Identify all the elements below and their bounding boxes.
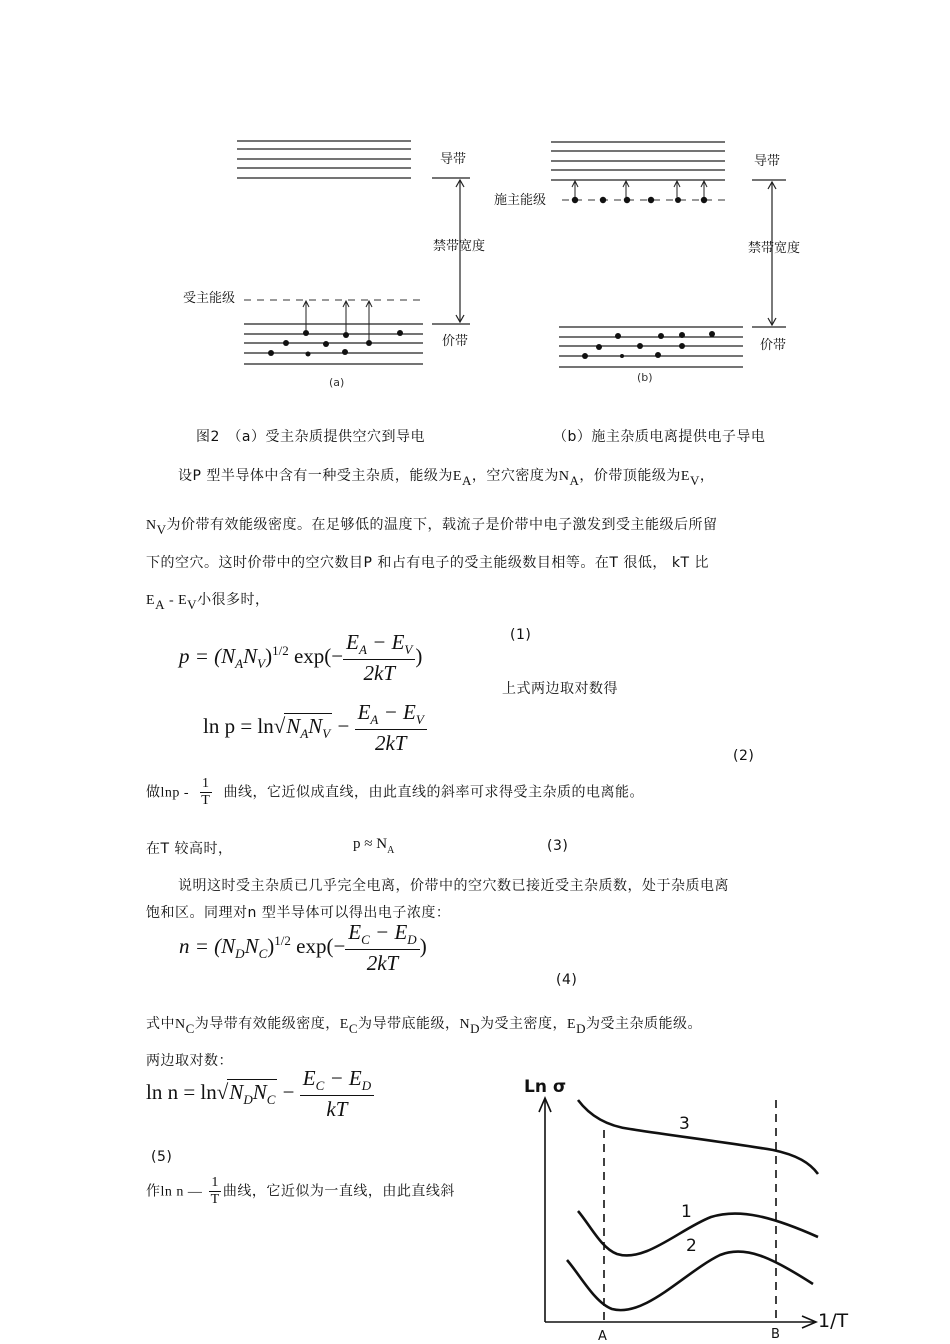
x-axis-label: 1/T [818, 1310, 849, 1332]
paragraph-line: 饱和区。同理对n 型半导体可以得出电子浓度： [146, 905, 451, 921]
valence-band-label: 价带 [760, 338, 787, 353]
conduction-band-label: 导带 [440, 152, 467, 167]
donor-level-label: 施主能级 [494, 193, 547, 208]
panel-tag-a: (a) [329, 376, 345, 389]
electron-dot [342, 349, 348, 355]
acceptor-level-label: 受主能级 [183, 291, 236, 306]
electron-dot [306, 352, 311, 357]
electron-dot [397, 330, 403, 336]
valence-band-label: 价带 [442, 334, 469, 349]
donor-dot [624, 197, 630, 203]
curve-1 [578, 1211, 818, 1255]
gap-width-label: 禁带宽度 [433, 239, 486, 254]
band-diagram-b [490, 130, 820, 395]
equation-4: $n = (N_DN_C)^{1/2}$ exp(− $\frac{E_C - E_D}{2kT}$ ) [179, 920, 427, 975]
paragraph-line: 设P 型半导体中含有一种受主杂质，能级为EA，空穴密度为NA，价带顶能级为EV， [178, 468, 715, 488]
equation-label-3: (3) [547, 838, 569, 854]
equation-1: $p = (N_AN_V)^{1/2}$ exp(− $\frac{E_A - E_V}{2kT}$ ) [179, 630, 423, 685]
electron-dot [679, 343, 685, 349]
electron-dot [596, 344, 602, 350]
fraction: $\frac{1}{T}$ [210, 1175, 220, 1207]
equation-note: 上式两边取对数得 [502, 681, 618, 697]
paragraph-line: 式中NC为导带有效能级密度，EC为导带底能级，ND为受主密度，ED为受主杂质能级。 [146, 1016, 702, 1036]
panel-tag-b: (b) [637, 371, 653, 384]
fraction: $\frac{E_A - E_V}{2kT}$ [343, 630, 415, 686]
curve-3-label: 3 [679, 1114, 690, 1134]
fraction: $\frac{1}{T}$ [201, 776, 211, 808]
conduction-band-label: 导带 [754, 154, 781, 169]
equation-label-2: (2) [733, 748, 755, 764]
electron-dot [620, 354, 624, 358]
equation-5: $\ln n = \ln√N_DN_C$ − $\frac{E_C - E_D}{kT}$ [146, 1066, 374, 1122]
point-b-label: B [771, 1327, 780, 1342]
electron-dot [303, 330, 309, 336]
equation-label-5: (5) [151, 1149, 173, 1165]
electron-dot [615, 333, 621, 339]
paragraph-line: EA - EV小很多时， [146, 592, 270, 612]
electron-dot [658, 333, 664, 339]
donor-dot [675, 197, 681, 203]
electron-dot [679, 332, 685, 338]
formula-3: $p \approx N_A$ [353, 836, 395, 856]
paragraph-line: 在T 较高时， [146, 841, 233, 857]
curve-3 [578, 1100, 818, 1174]
equation-label-1: (1) [510, 627, 532, 643]
electron-dot [343, 332, 349, 338]
paragraph-line: 下的空穴。这时价带中的空穴数目P 和占有电子的受主能级数目相等。在T 很低， kT 比 [146, 555, 709, 571]
figure-caption-a: 图2 （a）受主杂质提供空穴到导电 [196, 429, 425, 445]
electron-dot [655, 352, 661, 358]
donor-dot [572, 197, 578, 203]
paragraph-line: 说明这时受主杂质已几乎完全电离，价带中的空穴数已接近受主杂质数，处于杂质电离 [178, 878, 729, 894]
curve-1-label: 1 [681, 1202, 692, 1222]
donor-dot [600, 197, 606, 203]
paragraph-line: NV为价带有效能级密度。在足够低的温度下，载流子是价带中电子激发到受主能级后所留 [146, 517, 718, 537]
electron-dot [268, 350, 274, 356]
y-axis-label: Ln σ [524, 1077, 567, 1097]
electron-dot [582, 353, 588, 359]
paragraph-line: 做lnp - $\frac{1}{T}$ 曲线，它近似成直线，由此直线的斜率可求得受主杂质的电离能。 [146, 776, 645, 808]
paragraph-line: 两边取对数： [146, 1053, 233, 1069]
donor-dot [648, 197, 654, 203]
equation-2: $\ln p = \ln√N_AN_V$ − $\frac{E_A - E_V}{2kT}$ [203, 700, 427, 756]
conductivity-graph [515, 1070, 860, 1344]
electron-dot [366, 340, 372, 346]
fraction: $\frac{E_C - E_D}{2kT}$ [345, 920, 419, 976]
gap-width-label: 禁带宽度 [748, 241, 801, 256]
band-diagram-a [170, 130, 500, 395]
electron-dot [323, 341, 329, 347]
paragraph-line: 作ln n — $\frac{1}{T}$ 曲线，它近似为一直线，由此直线斜 [146, 1175, 455, 1207]
equation-label-4: (4) [556, 972, 578, 988]
donor-dot [701, 197, 707, 203]
curve-2-label: 2 [686, 1236, 697, 1256]
figure-caption-b: （b）施主杂质电离提供电子导电 [553, 429, 766, 445]
electron-dot [709, 331, 715, 337]
fraction: $\frac{E_A - E_V}{2kT}$ [355, 700, 427, 756]
fraction: $\frac{E_C - E_D}{kT}$ [300, 1066, 374, 1122]
electron-dot [637, 343, 643, 349]
electron-dot [283, 340, 289, 346]
point-a-label: A [598, 1329, 607, 1344]
